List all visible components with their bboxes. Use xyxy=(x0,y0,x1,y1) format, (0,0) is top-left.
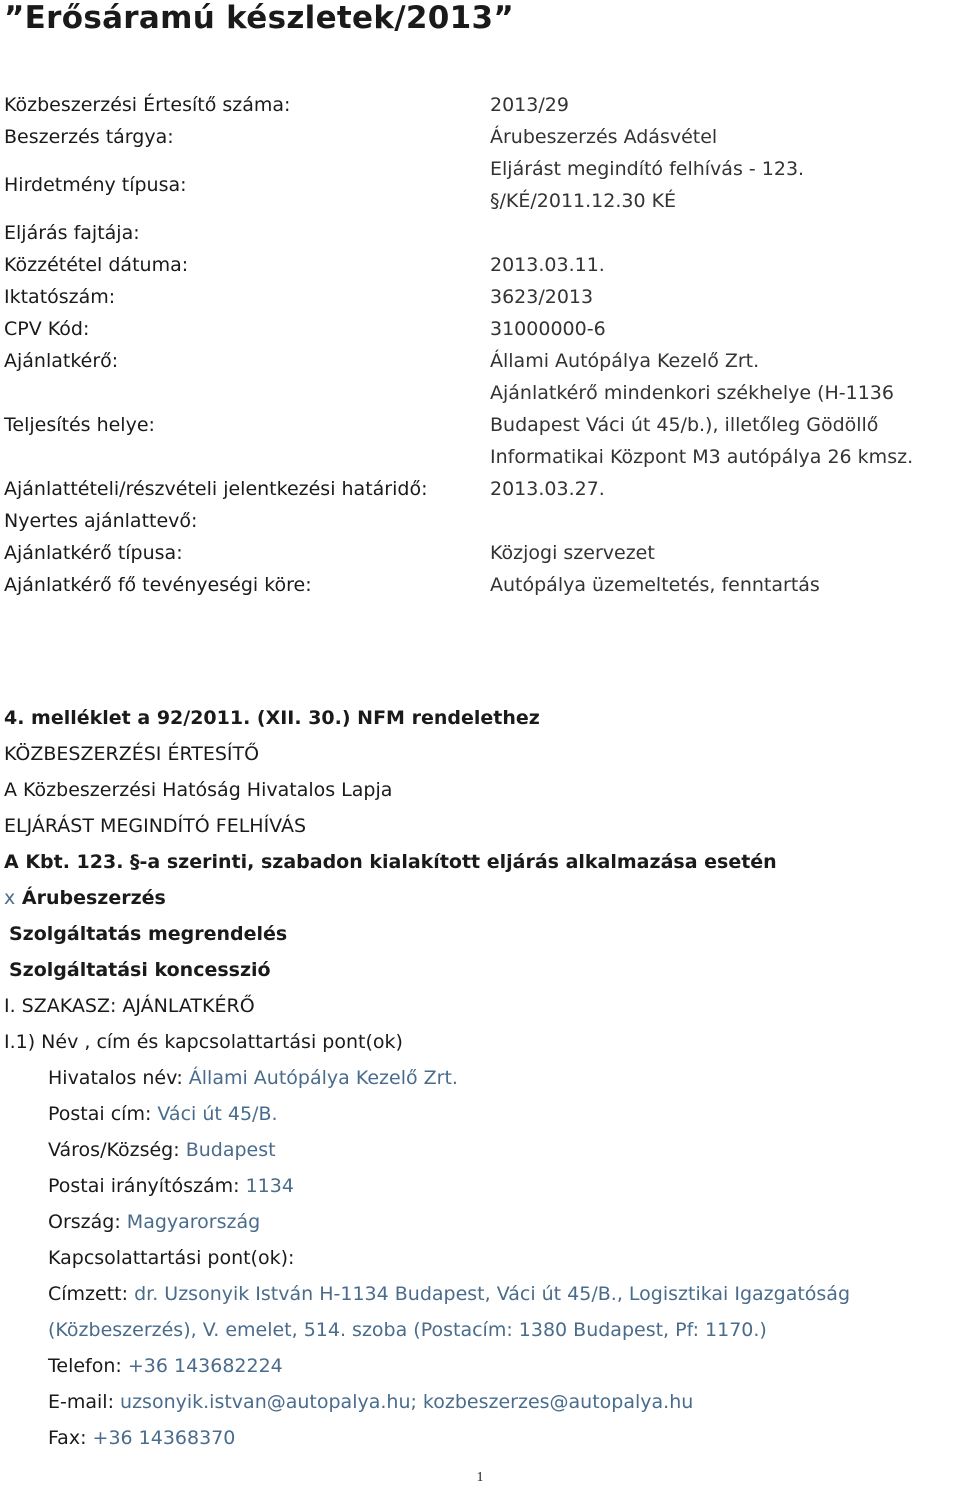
summary-row-place-of-performance xyxy=(4,377,960,473)
summary-row-procedure-kind xyxy=(4,217,960,249)
country-row xyxy=(48,1204,954,1240)
summary-row-winning-tenderer xyxy=(4,505,960,537)
summary-value xyxy=(490,505,960,537)
summary-value: Állami Autópálya Kezelő Zrt. xyxy=(490,350,760,372)
summary-value: Ajánlatkérő mindenkori székhelye (H-1136 Budapest Váci út 45/b.), illetőleg Gödöllő Informatikai Központ M3 autópálya 26 kmsz. xyxy=(490,382,914,468)
annex-line: 4. melléklet a 92/2011. (XII. 30.) NFM rendelethez xyxy=(4,707,540,729)
postal-address-value: Váci út 45/B. xyxy=(157,1103,278,1125)
email-value[interactable]: uzsonyik.istvan@autopalya.hu; kozbeszerzes@autopalya.hu xyxy=(120,1391,694,1413)
postcode-value: 1134 xyxy=(245,1175,294,1197)
official-name-label: Hivatalos név: xyxy=(48,1067,183,1089)
official-name-value: Állami Autópálya Kezelő Zrt. xyxy=(188,1067,458,1089)
bulletin-name: KÖZBESZERZÉSI ÉRTESÍTŐ xyxy=(4,743,260,765)
summary-label: Iktatószám: xyxy=(4,286,116,308)
summary-value: Eljárást megindító felhívás - 123. §/KÉ/2011.12.30 KÉ xyxy=(490,158,805,212)
summary-value: Autópálya üzemeltetés, fenntartás xyxy=(490,574,820,596)
country-value: Magyarország xyxy=(126,1211,261,1233)
page-number: 1 xyxy=(476,1470,484,1485)
city-value: Budapest xyxy=(185,1139,276,1161)
summary-row-publication-date xyxy=(4,249,960,281)
summary-label: Hirdetmény típusa: xyxy=(4,174,187,196)
fax-row xyxy=(48,1420,954,1456)
contract-type-concession xyxy=(4,952,954,988)
contract-type-label: Szolgáltatás megrendelés xyxy=(9,923,288,945)
summary-row-main-activity xyxy=(4,569,960,601)
summary-value xyxy=(490,473,960,505)
summary-label: Ajánlatkérő fő tevényeségi köre: xyxy=(4,574,312,596)
summary-value xyxy=(490,217,960,249)
summary-label: Ajánlatkérő típusa: xyxy=(4,542,183,564)
summary-value: 2013.03.11. xyxy=(490,254,605,276)
addressee-value: dr. Uzsonyik István H-1134 Budapest, Váci út 45/B., Logisztikai Igazgatóság (Közbeszerzés), V. emelet, 514. szoba (Postacím: 1380 Budapest, Pf: 1170.) xyxy=(48,1283,851,1341)
summary-label: Közzététel dátuma: xyxy=(4,254,189,276)
summary-value: 31000000-6 xyxy=(490,318,606,340)
contact-details xyxy=(4,1060,954,1456)
fax-label: Fax: xyxy=(48,1427,87,1449)
summary-row-subject xyxy=(4,121,960,153)
procedure-line: A Kbt. 123. §-a szerinti, szabadon kialakított eljárás alkalmazása esetén xyxy=(4,851,777,873)
summary-row-bulletin-number xyxy=(4,89,960,121)
summary-label: Nyertes ajánlattevő: xyxy=(4,510,198,532)
email-label: E-mail: xyxy=(48,1391,114,1413)
email-row xyxy=(48,1384,954,1420)
postal-address-label: Postai cím: xyxy=(48,1103,152,1125)
contract-type-label: Szolgáltatási koncesszió xyxy=(9,959,271,981)
selected-check-mark: x xyxy=(4,887,16,909)
summary-table xyxy=(4,89,960,601)
summary-value: 2013/29 xyxy=(490,94,569,116)
summary-row-registration-number xyxy=(4,281,960,313)
summary-label: Ajánlattételi/részvételi jelentkezési határidő: xyxy=(4,478,428,500)
phone-label: Telefon: xyxy=(48,1355,122,1377)
postal-address-row xyxy=(48,1096,954,1132)
journal-name: A Közbeszerzési Hatóság Hivatalos Lapja xyxy=(4,779,393,801)
summary-label: Ajánlatkérő: xyxy=(4,350,119,372)
city-label: Város/Község: xyxy=(48,1139,180,1161)
contract-type-supplies xyxy=(4,880,954,916)
subsection-title: I.1) Név , cím és kapcsolattartási pont(ok) xyxy=(4,1031,403,1053)
summary-row-authority-type xyxy=(4,537,960,569)
addressee-label: Címzett: xyxy=(48,1283,129,1305)
summary-label: Eljárás fajtája: xyxy=(4,222,140,244)
fax-value: +36 14368370 xyxy=(92,1427,236,1449)
contract-type-services xyxy=(4,916,954,952)
postcode-row xyxy=(48,1168,954,1204)
summary-row-notice-type xyxy=(4,153,960,217)
summary-row-cpv-code xyxy=(4,313,960,345)
addressee-row xyxy=(48,1276,954,1348)
postcode-label: Postai irányítószám: xyxy=(48,1175,240,1197)
summary-value: Közjogi szervezet xyxy=(490,542,655,564)
summary-value-text: 2013.03.27. xyxy=(490,478,605,500)
country-label: Ország: xyxy=(48,1211,121,1233)
summary-row-contracting-authority xyxy=(4,345,960,377)
contract-notice xyxy=(4,700,954,1456)
summary-row-deadline xyxy=(4,473,960,505)
summary-value: 3623/2013 xyxy=(490,286,594,308)
document-title: ”Erősáramú készletek/2013” xyxy=(4,0,515,36)
summary-label: Teljesítés helye: xyxy=(4,414,155,436)
summary-label: Beszerzés tárgya: xyxy=(4,126,174,148)
summary-value: Árubeszerzés Adásvétel xyxy=(490,126,718,148)
phone-row xyxy=(48,1348,954,1384)
summary-label: Közbeszerzési Értesítő száma: xyxy=(4,94,291,116)
official-name-row xyxy=(48,1060,954,1096)
city-row xyxy=(48,1132,954,1168)
summary-label: CPV Kód: xyxy=(4,318,90,340)
contact-points-label: Kapcsolattartási pont(ok): xyxy=(48,1247,295,1269)
section-title: I. SZAKASZ: AJÁNLATKÉRŐ xyxy=(4,995,255,1017)
phone-value: +36 143682224 xyxy=(127,1355,283,1377)
contract-type-label: Árubeszerzés xyxy=(21,887,166,909)
notice-title: ELJÁRÁST MEGINDÍTÓ FELHÍVÁS xyxy=(4,815,307,837)
